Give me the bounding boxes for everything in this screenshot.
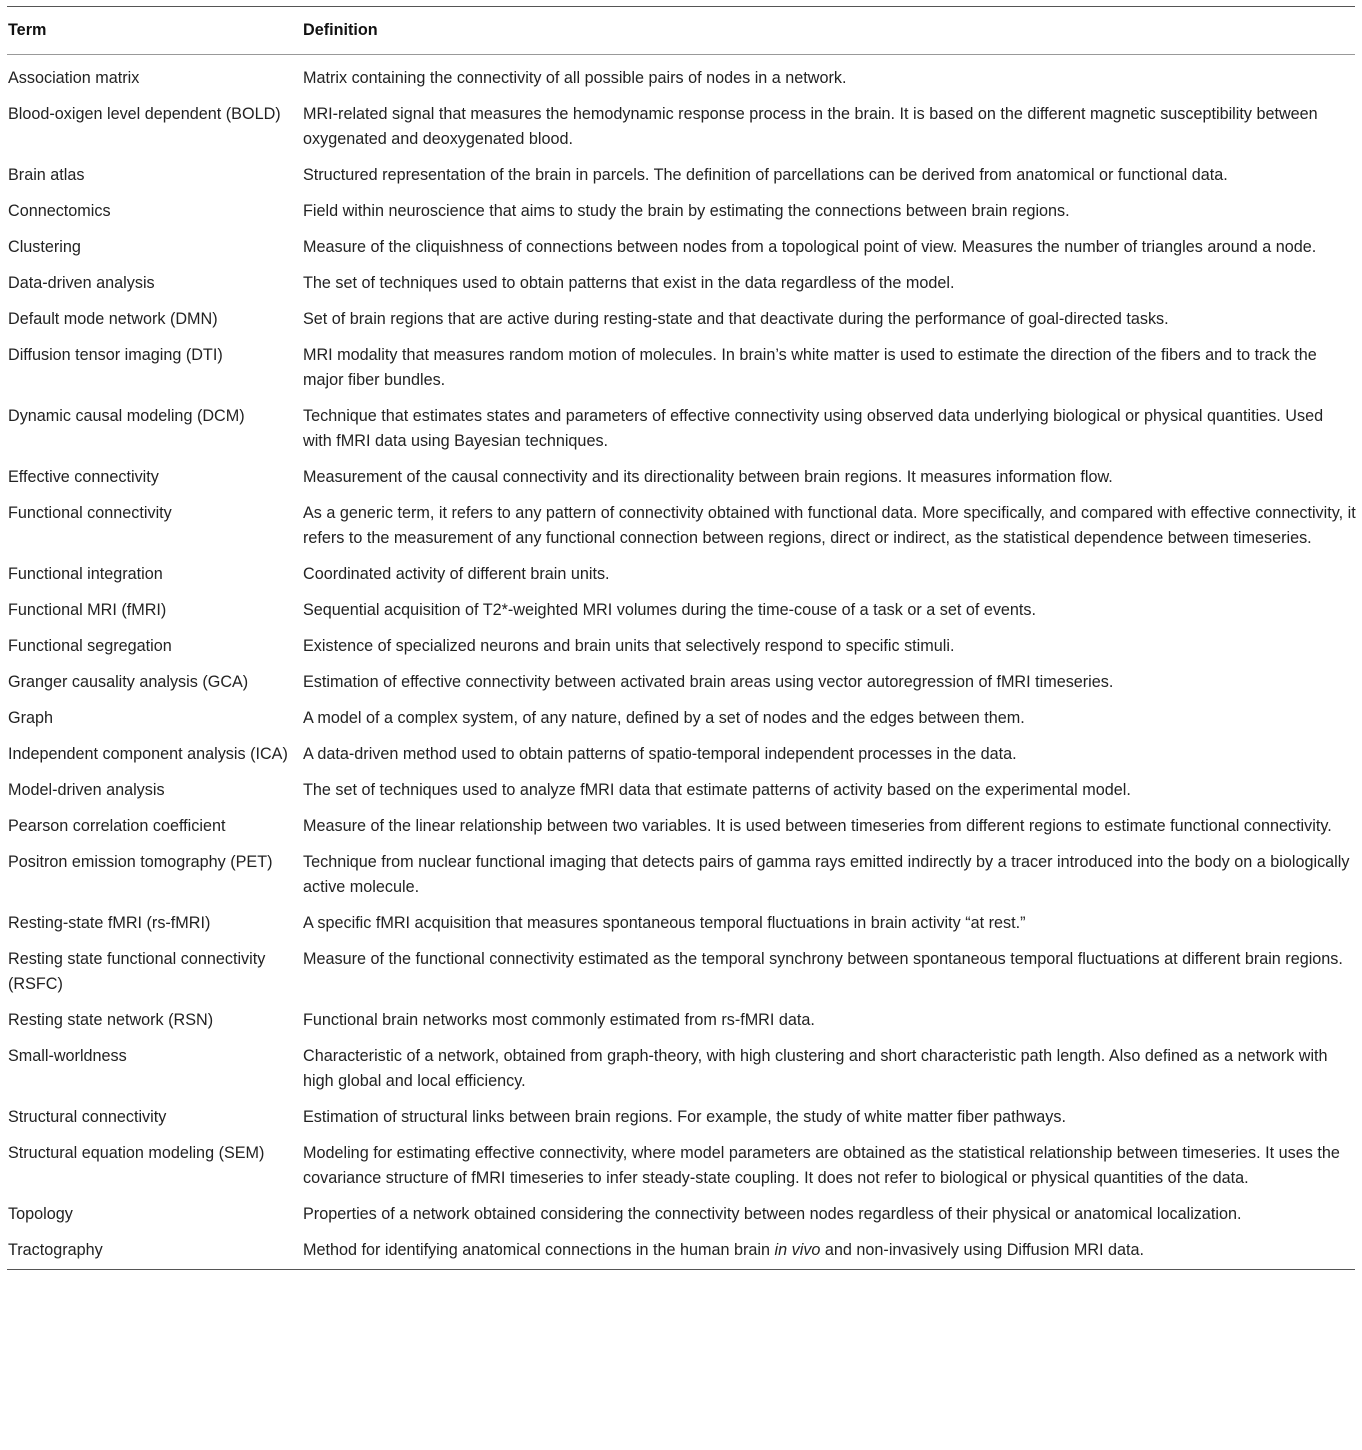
table-row	[6, 460, 1356, 496]
table-row	[6, 399, 1356, 460]
term-cell: Connectomics	[8, 202, 111, 220]
term-cell: Clustering	[8, 238, 81, 256]
table-row	[6, 906, 1356, 942]
definition-cell: Measure of the cliquishness of connections between nodes from a topological point of view. Measures the number of triangles around a node.	[303, 238, 1317, 256]
term-cell: Brain atlas	[8, 166, 85, 184]
definition-cell: Existence of specialized neurons and brain units that selectively respond to specific stimuli.	[303, 637, 955, 655]
term-cell: Resting state functional connectivity (RSFC)	[8, 950, 266, 993]
term-cell: Blood-oxigen level dependent (BOLD)	[8, 105, 281, 123]
definition-cell: Characteristic of a network, obtained from graph-theory, with high clustering and short characteristic path length. Also defined as a network with high global and local efficiency.	[303, 1047, 1328, 1090]
term-cell: Structural connectivity	[8, 1108, 167, 1126]
definition-cell: Measure of the linear relationship between two variables. It is used between timeseries from different regions to estimate functional connectivity.	[303, 817, 1332, 835]
term-cell: Model-driven analysis	[8, 781, 165, 799]
table-row	[6, 97, 1356, 158]
term-cell: Functional segregation	[8, 637, 172, 655]
table-bottom-rule	[7, 1269, 1355, 1270]
table-row	[6, 665, 1356, 701]
term-cell: Dynamic causal modeling (DCM)	[8, 407, 245, 425]
table-row	[6, 1100, 1356, 1136]
definition-cell: Set of brain regions that are active during resting-state and that deactivate during the performance of goal-directed tasks.	[303, 310, 1169, 328]
term-cell: Effective connectivity	[8, 468, 159, 486]
table-row	[6, 593, 1356, 629]
definition-cell: Modeling for estimating effective connectivity, where model parameters are obtained as the statistical relationship between timeseries. It uses the covariance structure of fMRI timeseries to infer steady-state coupling. It does not refer to biological or physical quantities of the data.	[303, 1144, 1340, 1187]
term-cell: Default mode network (DMN)	[8, 310, 218, 328]
term-cell: Tractography	[8, 1241, 103, 1259]
definition-cell	[301, 1233, 1356, 1269]
definition-italic-text: in vivo	[774, 1241, 821, 1259]
table-row	[6, 809, 1356, 845]
table-row	[6, 942, 1356, 1003]
definition-cell: As a generic term, it refers to any pattern of connectivity obtained with functional data. More specifically, and compared with effective connectivity, it refers to the measurement of any functional connection between regions, direct or indirect, as the statistical dependence between timeseries.	[303, 504, 1356, 547]
term-cell: Independent component analysis (ICA)	[8, 745, 288, 763]
definition-cell: MRI-related signal that measures the hemodynamic response process in the brain. It is based on the different magnetic susceptibility between oxygenated and deoxygenated blood.	[303, 105, 1318, 148]
term-cell: Granger causality analysis (GCA)	[8, 673, 249, 691]
table-row	[6, 773, 1356, 809]
definition-cell: Structured representation of the brain in parcels. The definition of parcellations can be derived from anatomical or functional data.	[303, 166, 1228, 184]
definition-cell: Matrix containing the connectivity of all possible pairs of nodes in a network.	[303, 69, 847, 87]
definition-cell: MRI modality that measures random motion of molecules. In brain’s white matter is used to estimate the direction of the fibers and to track the major fiber bundles.	[303, 346, 1317, 389]
table-row	[6, 1039, 1356, 1100]
term-cell: Positron emission tomography (PET)	[8, 853, 273, 871]
table-body	[6, 55, 1356, 1269]
definition-cell: Technique from nuclear functional imaging that detects pairs of gamma rays emitted indirectly by a tracer introduced into the body on a biologically active molecule.	[303, 853, 1350, 896]
term-cell: Association matrix	[8, 69, 140, 87]
glossary-table-body	[6, 55, 1356, 1269]
definition-cell: The set of techniques used to obtain patterns that exist in the data regardless of the model.	[303, 274, 955, 292]
term-cell: Functional integration	[8, 565, 163, 583]
definition-cell: A model of a complex system, of any nature, defined by a set of nodes and the edges between them.	[303, 709, 1025, 727]
term-cell: Small-worldness	[8, 1047, 127, 1065]
term-cell: Functional connectivity	[8, 504, 172, 522]
table-row	[6, 55, 1356, 97]
table-row	[6, 701, 1356, 737]
definition-cell: Estimation of effective connectivity between activated brain areas using vector autoregression of fMRI timeseries.	[303, 673, 1114, 691]
definition-cell: Sequential acquisition of T2*-weighted MRI volumes during the time-couse of a task or a set of events.	[303, 601, 1037, 619]
glossary-table	[6, 7, 1356, 54]
definition-cell: Functional brain networks most commonly estimated from rs-fMRI data.	[303, 1011, 815, 1029]
table-row	[6, 1233, 1356, 1269]
term-cell: Structural equation modeling (SEM)	[8, 1144, 265, 1162]
term-cell: Graph	[8, 709, 53, 727]
term-cell: Diffusion tensor imaging (DTI)	[8, 346, 223, 364]
definition-cell: Measurement of the causal connectivity and its directionality between brain regions. It measures information flow.	[303, 468, 1113, 486]
table-header	[6, 7, 1356, 54]
header-definition: Definition	[303, 21, 378, 39]
term-cell: Resting-state fMRI (rs-fMRI)	[8, 914, 211, 932]
table-row	[6, 158, 1356, 194]
header-term: Term	[8, 21, 47, 39]
definition-cell: A data-driven method used to obtain patterns of spatio-temporal independent processes in the data.	[303, 745, 1017, 763]
definition-cell: Measure of the functional connectivity estimated as the temporal synchrony between spontaneous temporal fluctuations at different brain regions.	[303, 950, 1343, 968]
definition-cell: A specific fMRI acquisition that measures spontaneous temporal fluctuations in brain activity “at rest.”	[303, 914, 1026, 932]
definition-cell: Field within neuroscience that aims to study the brain by estimating the connections between brain regions.	[303, 202, 1070, 220]
table-row	[6, 230, 1356, 266]
table-row	[6, 1136, 1356, 1197]
table-row	[6, 266, 1356, 302]
definition-cell: The set of techniques used to analyze fMRI data that estimate patterns of activity based on the experimental model.	[303, 781, 1131, 799]
table-row	[6, 1197, 1356, 1233]
table-row	[6, 1003, 1356, 1039]
term-cell: Data-driven analysis	[8, 274, 155, 292]
definition-cell: Estimation of structural links between brain regions. For example, the study of white matter fiber pathways.	[303, 1108, 1066, 1126]
table-row	[6, 845, 1356, 906]
term-cell: Functional MRI (fMRI)	[8, 601, 167, 619]
definition-cell: Technique that estimates states and parameters of effective connectivity using observed data underlying biological or physical quantities. Used with fMRI data using Bayesian techniques.	[303, 407, 1324, 450]
definition-cell: Properties of a network obtained considering the connectivity between nodes regardless of their physical or anatomical localization.	[303, 1205, 1242, 1223]
table-row	[6, 496, 1356, 557]
table-row	[6, 338, 1356, 399]
definition-text: and non-invasively using Diffusion MRI data.	[820, 1241, 1145, 1259]
table-row	[6, 737, 1356, 773]
definition-cell: Coordinated activity of different brain units.	[303, 565, 610, 583]
term-cell: Pearson correlation coefficient	[8, 817, 226, 835]
term-cell: Topology	[8, 1205, 73, 1223]
definition-text: Method for identifying anatomical connections in the human brain	[303, 1241, 775, 1259]
table-row	[6, 557, 1356, 593]
table-row	[6, 302, 1356, 338]
table-row	[6, 629, 1356, 665]
term-cell: Resting state network (RSN)	[8, 1011, 214, 1029]
table-row	[6, 194, 1356, 230]
